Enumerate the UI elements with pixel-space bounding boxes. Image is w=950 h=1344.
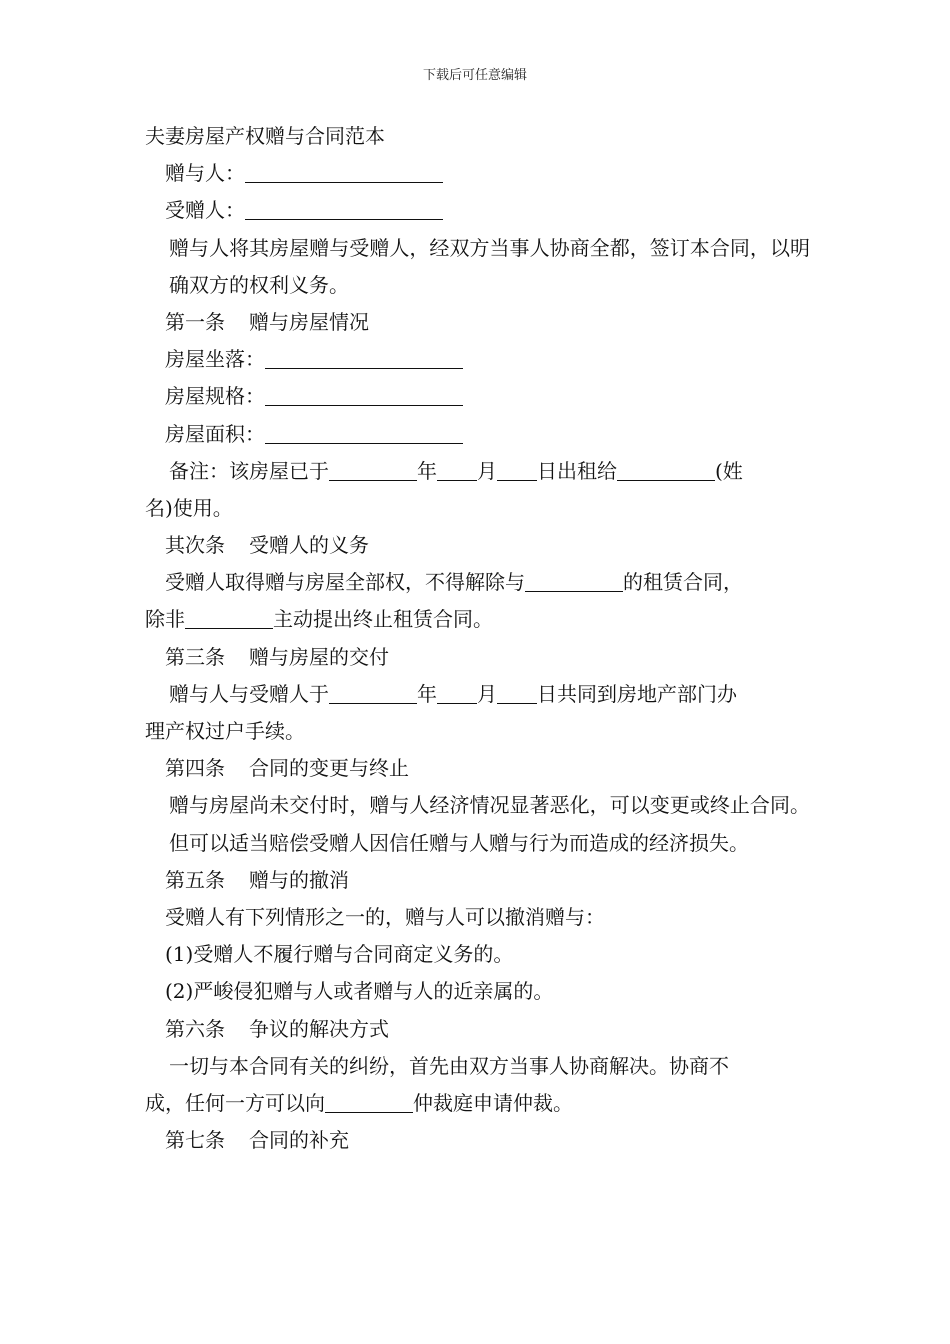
donee-blank[interactable] — [245, 197, 443, 220]
remark-text: 备注：该房屋已于 — [169, 458, 329, 483]
remark-day-blank[interactable] — [497, 458, 537, 481]
remark-tenant-blank[interactable] — [617, 458, 715, 481]
article-6-line-1: 一切与本合同有关的纠纷，首先由双方当事人协商解决。协商不 — [169, 1053, 729, 1078]
terminating-party-blank[interactable] — [185, 606, 273, 629]
article-text: 主动提出终止租赁合同。 — [273, 607, 493, 632]
article-5-intro: 受赠人有下列情形之一的，赠与人可以撤消赠与： — [165, 905, 605, 929]
article-text: 仲裁庭申请仲裁。 — [413, 1090, 573, 1115]
spec-label: 房屋规格： — [165, 384, 265, 409]
intro-paragraph: 赠与人将其房屋赠与受赠人，经双方当事人协商全都，签订本合同，以明确双方的权利义务。 — [169, 235, 810, 297]
article-3-line-2: 理产权过户手续。 — [145, 719, 305, 744]
donor-label: 赠与人： — [165, 161, 245, 186]
article-title: 合同的变更与终止 — [249, 756, 409, 781]
article-7-heading — [145, 1122, 810, 1159]
donee-line — [145, 192, 810, 229]
remark-year-label: 年 — [417, 458, 437, 483]
remark-line-1 — [145, 453, 810, 490]
article-6-heading — [145, 1011, 810, 1048]
article-2-line-2 — [145, 601, 810, 638]
article-number: 第一条 — [165, 309, 225, 334]
article-text: 日共同到房地产部门办 — [537, 681, 737, 706]
remark-month-label: 月 — [477, 458, 497, 483]
remark-text: 日出租给 — [537, 458, 617, 483]
article-title: 赠与房屋情况 — [249, 309, 369, 334]
remark-month-blank[interactable] — [437, 458, 477, 481]
location-line — [145, 341, 810, 378]
transfer-year-label: 年 — [417, 681, 437, 706]
remark-year-blank[interactable] — [329, 458, 417, 481]
transfer-year-blank[interactable] — [329, 681, 417, 704]
article-5-heading — [145, 862, 810, 899]
article-text: 成，任何一方可以向 — [145, 1090, 325, 1115]
page-header-note: 下载后可任意编辑 — [422, 68, 527, 83]
article-number: 第四条 — [165, 756, 225, 781]
document-title: 夫妻房屋产权赠与合同范本 — [145, 124, 385, 148]
article-5-item-2: (2)严峻侵犯赠与人或者赠与人的近亲属的。 — [165, 979, 554, 1004]
lease-party-blank[interactable] — [525, 569, 623, 592]
donor-blank[interactable] — [245, 160, 443, 183]
article-1-heading — [145, 304, 810, 341]
arbitration-body-blank[interactable] — [325, 1090, 413, 1113]
transfer-month-label: 月 — [477, 681, 497, 706]
article-title: 合同的补充 — [249, 1128, 349, 1153]
article-3-line-1 — [145, 676, 810, 713]
spec-line — [145, 378, 810, 415]
location-blank[interactable] — [265, 346, 463, 369]
article-4-heading — [145, 750, 810, 787]
article-number: 第六条 — [165, 1016, 225, 1041]
article-number: 第七条 — [165, 1128, 225, 1153]
contract-body — [145, 118, 810, 1159]
article-number: 第五条 — [165, 867, 225, 892]
area-line — [145, 416, 810, 453]
area-label: 房屋面积： — [165, 421, 265, 446]
article-title: 赠与房屋的交付 — [249, 644, 389, 669]
article-title: 争议的解决方式 — [249, 1016, 389, 1041]
location-label: 房屋坐落： — [165, 347, 265, 372]
donor-line — [145, 155, 810, 192]
article-title: 赠与的撤消 — [249, 867, 349, 892]
article-text: 除非 — [145, 607, 185, 632]
remark-text: (姓 — [715, 458, 743, 483]
transfer-month-blank[interactable] — [437, 681, 477, 704]
article-number: 第三条 — [165, 644, 225, 669]
article-2-heading — [145, 527, 810, 564]
spec-blank[interactable] — [265, 383, 463, 406]
article-5-item-1: (1)受赠人不履行赠与合同商定义务的。 — [165, 942, 514, 967]
transfer-day-blank[interactable] — [497, 681, 537, 704]
article-2-line-1 — [145, 564, 810, 601]
article-3-heading — [145, 639, 810, 676]
remark-line-2: 名)使用。 — [145, 495, 233, 520]
article-text: 受赠人取得赠与房屋全部权，不得解除与 — [165, 570, 525, 595]
article-text: 赠与人与受赠人于 — [169, 681, 329, 706]
article-6-line-2 — [145, 1085, 810, 1122]
donee-label: 受赠人： — [165, 198, 245, 223]
area-blank[interactable] — [265, 421, 463, 444]
article-title: 受赠人的义务 — [249, 533, 369, 558]
article-text: 的租赁合同， — [623, 570, 743, 595]
article-4-paragraph: 赠与房屋尚未交付时，赠与人经济情况显著恶化，可以变更或终止合同。但可以适当赔偿受赠人因信任赠与人赠与行为而造成的经济损失。 — [169, 793, 810, 855]
article-number: 其次条 — [165, 533, 225, 558]
